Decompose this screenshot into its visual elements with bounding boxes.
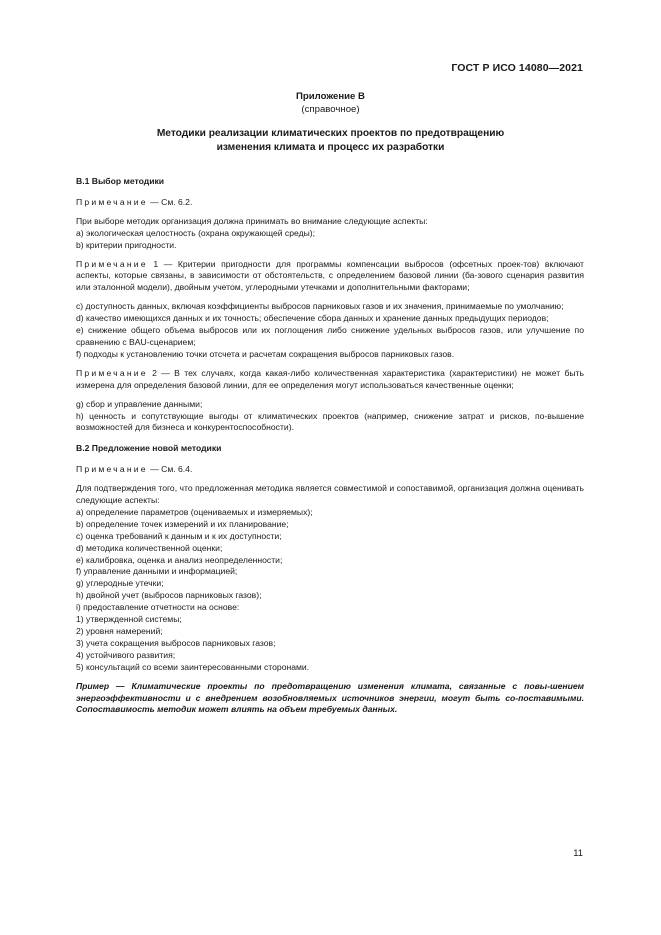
document-id-header: ГОСТ Р ИСО 14080—2021 (451, 62, 583, 74)
list-item: b) определение точек измерений и их планирование; (76, 518, 289, 529)
list-item: g) углеродные утечки; (76, 578, 164, 589)
list-item: g) сбор и управление данными; (76, 398, 203, 409)
list-item: d) качество имеющихся данных и их точность; обеспечение сбора данных и хранение данных предыдущих периодов; (76, 313, 549, 324)
list-item: b) критерии пригодности. (76, 239, 177, 250)
note-text: — См. 6.4. (147, 464, 193, 475)
note-paragraph (76, 197, 584, 209)
main-title-line-2: изменения климата и процесс их разработки (216, 142, 445, 153)
section-b2-heading: В.2 Предложение новой методики (76, 443, 222, 454)
section-b2-list (76, 507, 584, 674)
page-number: 11 (573, 847, 583, 858)
note-text: 2 — В тех случаях, когда какая-либо количественная характеристика (характеристики) не может быть измерена для определения базовой линии, для ее определения могут использоваться качественные оценки; (76, 367, 584, 390)
example-paragraph: Пример — Климатические проекты по предотвращению изменения климата, связанные с повы-шением энергоэффективности и с внедрением возобновляемых источников энергии, могут быть со-поставимыми. Сопоставимость методик может влиять на объем требуемых данных. (76, 680, 584, 715)
list-item: h) ценность и сопутствующие выгоды от климатических проектов (например, снижение затрат и рисков, по-вышение возможностей для бизнеса и конкурентоспособности). (76, 410, 584, 433)
list-item: 3) учета сокращения выбросов парниковых газов; (76, 637, 276, 648)
list-item: 5) консультаций со всеми заинтересованными сторонами. (76, 661, 310, 672)
note-label: Примечание (76, 258, 148, 269)
annex-subtitle: (справочное) (301, 104, 360, 115)
note-paragraph (76, 368, 584, 392)
list-item: е) снижение общего объема выбросов или их поглощения либо снижение удельных выбросов газов, или улучшение по сравнению с BAU-сценарием; (76, 325, 584, 347)
main-title (60, 127, 601, 155)
list-item: 1) утвержденной системы; (76, 614, 182, 625)
section-b2-intro: Для подтверждения того, что предложенная методика является совместимой и сопоставимой, организация должна оценивать следующие аспекты: (76, 483, 584, 506)
list-item: с) оценка требований к данным и к их доступности; (76, 530, 282, 541)
list-item: f) управление данными и информацией; (76, 566, 238, 577)
section-b1-intro: При выборе методик организация должна принимать во внимание следующие аспекты: (76, 215, 428, 226)
note-text: — См. 6.2. (147, 196, 193, 207)
note-text: 1 — Критерии пригодности для программы компенсации выбросов (офсетных проек-тов) включают аспекты, которые связаны, в зависимости от обстоятельств, с определением базовой линии (ба-зового сценария развития или эталонной модели), двойным учетом, углеродными утечками и дополнительными факторами; (76, 258, 584, 293)
annex-title: Приложение В (296, 91, 365, 102)
list-item: h) двойной учет (выбросов парниковых газов); (76, 590, 262, 601)
list-item: а) определение параметров (оцениваемых и измеряемых); (76, 506, 313, 517)
note-paragraph (76, 464, 584, 476)
list-item: а) экологическая целостность (охрана окружающей среды); (76, 227, 316, 238)
note-label: Примечание (76, 464, 148, 475)
list-item: i) предоставление отчетности на основе: (76, 602, 240, 613)
main-title-line-1: Методики реализации климатических проектов по предотвращению (156, 128, 505, 139)
note-label: Примечание (76, 196, 148, 207)
section-b1-heading: В.1 Выбор методики (76, 176, 165, 186)
list-item: f) подходы к установлению точки отсчета и расчетам сокращения выбросов парниковых газов. (76, 348, 455, 359)
list-item: е) калибровка, оценка и анализ неопределенности; (76, 554, 283, 565)
list-item: d) методика количественной оценки; (76, 542, 223, 553)
note-label: Примечание (76, 367, 148, 378)
list-item: 4) устойчивого развития; (76, 649, 176, 660)
note-paragraph (76, 259, 584, 295)
list-item: с) доступность данных, включая коэффициенты выбросов парниковых газов и их значения, принимаемые по умолчанию; (76, 301, 564, 312)
list-item: 2) уровня намерений; (76, 626, 163, 636)
document-body (76, 176, 584, 716)
